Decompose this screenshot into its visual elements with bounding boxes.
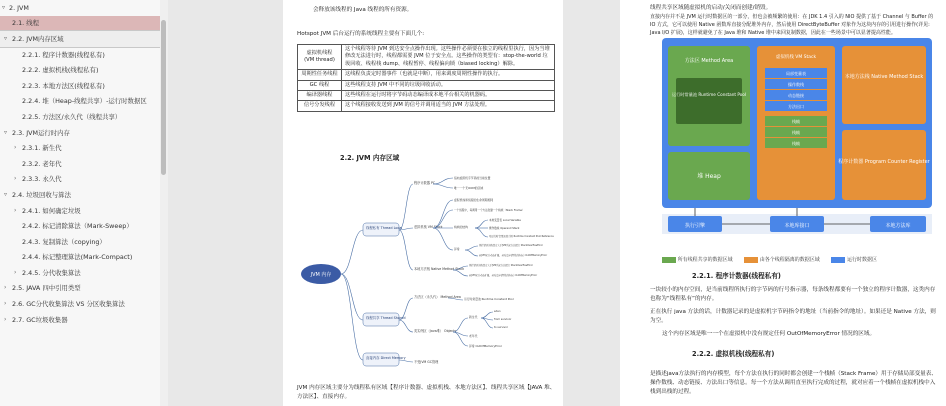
mindmap-node-label: to survivor <box>494 326 508 329</box>
mindmap-link <box>399 230 413 270</box>
toc-item-label: 2.2.1. 程序计数器(线程私有) <box>22 50 105 59</box>
thread-name-cell: 编译器线程 <box>298 91 342 101</box>
vm-stack-item-label: 动态链接 <box>788 93 804 98</box>
legend-private-swatch <box>744 257 758 263</box>
toc-item-label: 2.3.2. 老年代 <box>22 159 62 168</box>
stack-frame-label: 栈帧 <box>792 119 800 124</box>
toc-item[interactable] <box>0 172 167 188</box>
mindmap-node-label: 唯一一个无OOM的区域 <box>454 186 484 190</box>
toc-item-label: 2.3.3. 永久代 <box>22 175 62 184</box>
toc-item-label: 2.7. GC垃圾收集器 <box>12 315 68 324</box>
mindmap-branch-label: 直接内存 Direct Memory <box>366 356 406 360</box>
toc-item-label: 2.2.5. 方法区/永久代（线程共享） <box>22 112 122 121</box>
legend-shared-swatch <box>662 257 676 263</box>
mindmap-link <box>481 318 493 328</box>
toc-item-label: 2.4.4. 标记整理算法(Mark-Compact) <box>22 253 133 262</box>
mindmap-link <box>465 246 478 250</box>
toc-item-label: 2.2.3. 本地方法区(线程私有) <box>22 81 105 90</box>
sidebar-scroll-thumb[interactable] <box>161 20 166 175</box>
mindmap-node-label: 方法区（永久代） Method Area <box>414 295 461 299</box>
table-row <box>298 101 555 111</box>
toc-item-label: 2.2.4. 堆（Heap-线程共享）-运行时数据区 <box>22 97 147 106</box>
page1-top-red-text: 会释放该线程的 Java 线程的所有资源。 <box>313 7 413 13</box>
mindmap-node-label: 程序计数器 PC <box>414 181 436 185</box>
legend-shared-label: 所有线程共享的数据区域 <box>677 257 733 263</box>
mindmap-node-label: 新生代 <box>469 315 478 319</box>
system-threads-table <box>297 44 555 112</box>
mindmap-link <box>399 184 413 230</box>
toc-item[interactable] <box>0 265 167 281</box>
mindmap-node-label: 线程请求的栈深度大于JVM所允许的深度 StackOverflowError <box>469 264 533 267</box>
mindmap-link <box>433 178 453 184</box>
mindmap-node-label: 若JVM允许动态扩展，若无法申请到足够内存 OutOfMemoryError <box>469 274 538 277</box>
mindmap-link <box>475 220 488 228</box>
toc-item[interactable] <box>0 312 167 328</box>
heading-pc: 2.2.1. 程序计数器(线程私有) <box>692 272 781 280</box>
mindmap-node-label: eden <box>494 310 501 313</box>
mindmap-node-label: 类实例区（Java堆） Objects <box>414 329 457 333</box>
mindmap-node-label: 栈帧的结构 <box>454 225 468 229</box>
toc-item-label: 2.4.5. 分代收集算法 <box>22 268 81 277</box>
toc-item[interactable] <box>0 78 167 94</box>
mindmap-node-label: 虚拟机栈和线程的生命周期相同 <box>454 198 494 202</box>
native-lib-label: 本地方法库 <box>885 223 911 229</box>
toc-item-label: 2.6. GC分代收集算法 VS 分区收集算法 <box>12 300 125 309</box>
thread-desc-cell: 这个线程等待 JVM 到达安全点操作出现。这些操作必须要在独立的线程里执行，因为当堆修改无法进行时，线程都需要 JVM 位于安全点。这些操作的类型有：stop-the-world 垃圾回收、线程栈 dump、线程暂停、线程偏向锁（biased locking）解除。 <box>342 45 555 70</box>
toc-item-label: 2.5. JAVA 四中引用类型 <box>12 284 81 293</box>
toc-item[interactable] <box>0 125 167 141</box>
page2-top-red-text: 线程共享区域随虚拟机的启动/关闭而创建/销毁。 <box>650 5 772 11</box>
thread-desc-cell: 这些线程支持 JVM 中不同的垃圾回收活动。 <box>342 80 555 90</box>
thread-name-cell: 周期性任务线程 <box>298 70 342 80</box>
mindmap-link <box>341 274 363 320</box>
mindmap-node-label: 虚拟机栈 VM Stack <box>414 225 443 229</box>
legend-runtime-label: 运行时数据区 <box>847 257 878 263</box>
legend-runtime-swatch <box>831 257 845 263</box>
toc-item-label: 2.4. 垃圾回收与算法 <box>12 190 71 199</box>
mindmap-node-label: 本地方法栈 Native Method Stack <box>414 267 465 271</box>
toc-item[interactable] <box>0 140 167 156</box>
mindmap-node-label: 异常 <box>454 247 460 251</box>
mindmap-node-label: 一个线程中，每调用一个方法创建一个栈帧（Stack Frame） <box>454 209 525 212</box>
native-stack-label: 本地方法栈 Native Method Stack <box>844 74 924 80</box>
toc-item-label: 2.1. 线程 <box>12 19 40 28</box>
section-title-memory: 2.2. JVM 内存区域 <box>340 154 400 162</box>
heading-vm-stack: 2.2.2. 虚拟机栈(线程私有) <box>692 350 775 358</box>
table-row <box>298 91 555 101</box>
vm-stack-item-label: 操作数栈 <box>788 82 804 87</box>
toc-item[interactable] <box>0 187 167 203</box>
mindmap-link <box>341 230 363 274</box>
chevron-right-icon[interactable]: › <box>4 300 7 308</box>
vm-stack-item-label: 方法出口 <box>788 104 804 109</box>
mindmap-node-label: 操作数栈 Operand Stack <box>489 227 520 230</box>
constant-pool-box <box>676 78 742 124</box>
toc-item[interactable] <box>0 94 167 110</box>
mindmap-node-label: 异常 OutOfMemoryError <box>469 344 502 348</box>
vm-stack-label: 虚拟机栈 VM Stack <box>775 55 817 60</box>
page2-direct-memory-para: 直接内存并不是 JVM 运行时数据区的一部分，但也会被频繁的使用：在 JDK 1.4 引入的 NIO 提供了基于 Channel 与 Buffer 的 IO 方式，它可以使用 Native 函数库直接分配堆外内存，然后使用 DirectByteBuffer 对象作为这块内存的引用进行操作(详见: Java I/O 扩展)，这样就避免了在 Java 堆和 Native 堆中来回复制数据，因此在一些场景中可以显著提高性能。 <box>650 14 934 36</box>
chevron-down-icon[interactable]: ▿ <box>2 3 6 11</box>
toc-item[interactable] <box>0 16 167 32</box>
mindmap-node-label: 若JVM允许动态扩展，若无法申请到足够内存 OutOfMemoryError <box>479 254 548 257</box>
mindmap-node-label: 不受JVM GC管理 <box>414 360 439 364</box>
chevron-right-icon[interactable]: › <box>4 284 7 292</box>
mindmap-node-label: 对运行时常量池的引用 Runtime Constant Pool Reference <box>489 235 554 238</box>
mindmap-link <box>481 312 493 318</box>
thread-name-cell: GC 线程 <box>298 80 342 90</box>
toc-item[interactable] <box>0 203 167 219</box>
table-row <box>298 45 555 70</box>
jvm-memory-mindmap <box>283 170 563 378</box>
toc-item[interactable] <box>0 62 167 78</box>
document-page-1 <box>283 0 563 406</box>
table-row <box>298 80 555 90</box>
mindmap-link <box>433 200 453 228</box>
table-row <box>298 70 555 80</box>
pc-register-label: 程序计数器 Program Counter Register <box>838 159 930 165</box>
pc-register-box <box>842 130 926 200</box>
mindmap-root-label: JVM 内存 <box>310 272 332 278</box>
toc-item[interactable] <box>0 281 167 297</box>
page1-caption: JVM 内存区域主要分为线程私有区域【程序计数器、虚拟机栈、本地方法区】、线程共享区域【JAVA 堆、方法区】、直接内存。 <box>297 385 556 400</box>
chevron-right-icon[interactable]: › <box>4 315 7 323</box>
mindmap-node-label: from survivor <box>494 318 512 321</box>
mindmap-link <box>399 320 413 332</box>
toc-item[interactable] <box>0 31 167 47</box>
vm-stack-item-label: 局部变量表 <box>786 71 806 76</box>
thread-name-cell: 虚拟机线程 (VM thread) <box>298 45 342 70</box>
mindmap-node-label: 老年代 <box>469 334 478 338</box>
chevron-down-icon[interactable]: ▿ <box>4 190 8 198</box>
toc-item-label: 2.3.1. 新生代 <box>22 144 62 153</box>
mindmap-link <box>433 184 453 188</box>
toc-item[interactable] <box>0 109 167 125</box>
chevron-right-icon[interactable]: › <box>14 206 17 214</box>
chevron-down-icon[interactable]: ▿ <box>4 128 8 136</box>
jvm-runtime-diagram <box>662 38 932 253</box>
document-page-2 <box>620 0 946 406</box>
thread-desc-cell: 这线程负责定时器事件（也就是中断），用来调度周期性操作的执行。 <box>342 70 555 80</box>
exec-engine-label: 执行引擎 <box>684 223 706 229</box>
toc-item[interactable] <box>0 0 167 16</box>
thread-desc-cell: 这个线程接收发送到 JVM 的信号并调用适当的 JVM 方法处理。 <box>342 101 555 111</box>
heap-label: 堆 Heap <box>697 173 721 180</box>
toc-item[interactable] <box>0 234 167 250</box>
toc-item-label: 2.4.3. 复制算法（copying） <box>22 237 106 246</box>
constant-pool-label: 运行时常量池 Runtime Constant Pool <box>671 92 747 97</box>
stack-frame-label: 栈帧 <box>792 130 800 135</box>
toc-sidebar <box>0 0 168 406</box>
native-interface-label: 本地库接口 <box>784 223 810 229</box>
toc-item[interactable] <box>0 250 167 266</box>
chevron-right-icon[interactable]: › <box>14 268 17 276</box>
vm-stack-para: 是描述java方法执行的内存模型，每个方法在执行的同时都会创建一个栈帧（Stack Frame）用于存储局部变量表、操作数栈、动态链接、方法出口等信息。每一个方法从调用直至执行完成的过程，就对应着一个栈帧在虚拟机栈中入栈到出栈的过程。 <box>650 371 937 395</box>
pc-para-3: 这个内存区域是唯一一个在虚拟机中没有规定任何 OutOfMemoryError 情况的区域。 <box>662 331 876 337</box>
toc-item-label: 2. JVM <box>9 3 29 12</box>
toc-item[interactable] <box>0 296 167 312</box>
chevron-right-icon[interactable]: › <box>14 175 17 183</box>
toc-item[interactable] <box>0 47 167 63</box>
toc-item[interactable] <box>0 156 167 172</box>
mindmap-link <box>341 274 363 360</box>
chevron-down-icon[interactable]: ▿ <box>4 34 8 42</box>
pc-para-2: 正在执行 java 方法的话，计数器记录的是虚拟机字节码指令的地址（当前指令的地址）。如果还是 Native 方法，则为空。 <box>650 309 936 324</box>
toc-item-label: 2.4.2. 标记清除算法（Mark-Sweep） <box>22 222 133 231</box>
native-stack-box <box>842 46 926 124</box>
toc-item-label: 2.3. JVM运行时内存 <box>12 128 70 137</box>
mindmap-branch-label: 线程共享 Thread Shared <box>366 316 406 320</box>
toc-item-label: 2.2. JVM内存区域 <box>12 34 64 43</box>
thread-name-cell: 信号分发线程 <box>298 101 342 111</box>
pc-para-1: 一块较小的内存空间，是当前线程所执行的字节码的行号指示器，每条线程都要有一个独立的程序计数器，这类内存也称为“线程私有”的内存。 <box>650 287 936 302</box>
toc-item-label: 2.2.2. 虚拟机栈(线程私有) <box>22 66 99 75</box>
page1-intro: Hotspot JVM 后台运行的系统线程主要有下面几个: <box>297 31 425 37</box>
mindmap-branch-label: 线程私有 Thread Local <box>366 226 403 230</box>
mindmap-link <box>475 228 488 237</box>
legend-private-label: 由各个线程隔离的数据区域 <box>759 257 820 263</box>
mindmap-link <box>433 228 453 250</box>
mindmap-link <box>399 360 413 362</box>
method-area-label: 方法区 Method Area <box>684 58 734 64</box>
mindmap-node-label: 本地变量表 Local Variable <box>489 219 521 222</box>
chevron-right-icon[interactable]: › <box>14 144 17 152</box>
thread-desc-cell: 这些线程在运行时将字节码动态编译成本地平台相关的机器码。 <box>342 91 555 101</box>
toc-item[interactable] <box>0 218 167 234</box>
mindmap-node-label: 线程请求的栈深度大于JVM所允许的深度 StackOverflowError <box>479 244 543 247</box>
mindmap-link <box>465 250 478 256</box>
mindmap-node-label: 指向虚拟机字节码的当前位置 <box>454 176 491 180</box>
toc-item-label: 2.4.1. 如何确定垃圾 <box>22 206 81 215</box>
stack-frame-label: 栈帧 <box>792 141 800 146</box>
mindmap-node-label: 运行时常量池 Runtime Constant Pool <box>464 297 514 301</box>
diagram-legend <box>662 256 877 263</box>
